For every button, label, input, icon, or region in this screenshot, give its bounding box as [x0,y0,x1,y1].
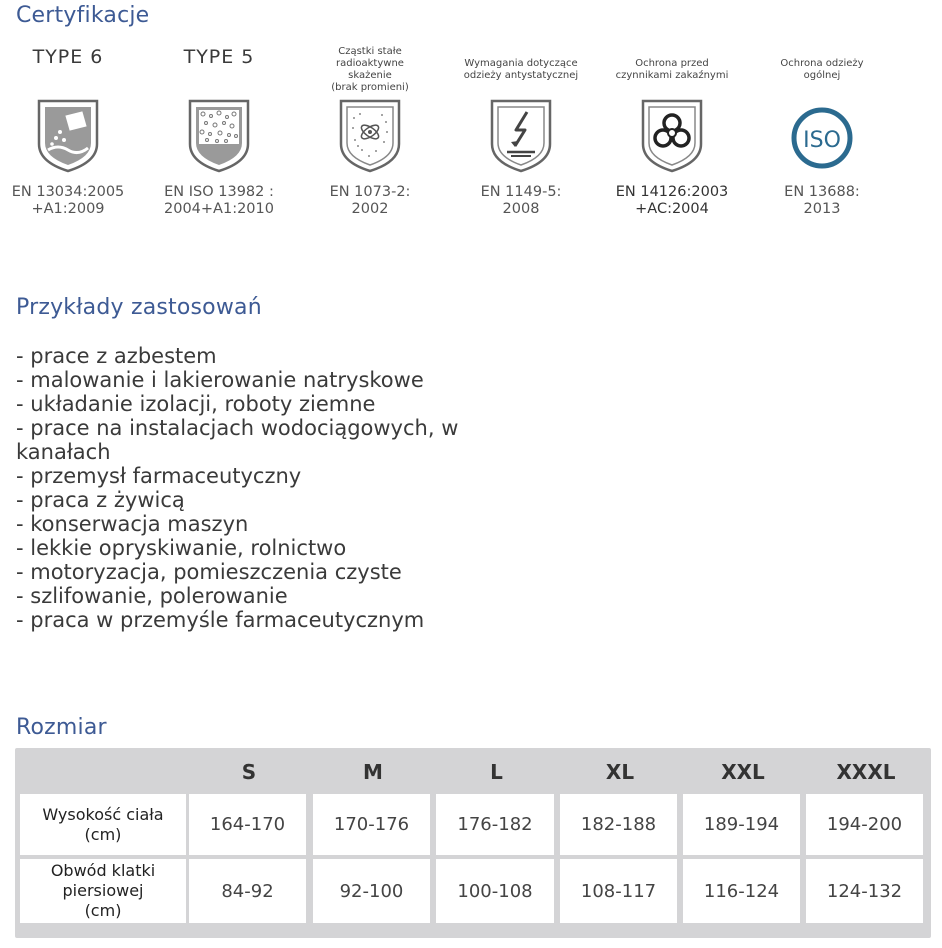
table-cell: 100-108 [436,859,554,923]
cert-radioactive [294,42,446,218]
cert-standard: EN 13688: 2013 [784,184,860,217]
cert-label: Ochrona odzieży ogólnej [780,58,864,81]
row-label: Wysokość ciała (cm) [20,794,186,855]
size-table [15,748,931,938]
cert-type5 [143,42,295,218]
cert-standard: EN ISO 13982 : 2004+A1:2010 [164,184,274,217]
antistatic-shield-icon [489,98,553,174]
biohazard-shield-icon [640,98,704,174]
table-cell: 170-176 [313,794,430,855]
cert-label: Wymagania dotyczące odzieży antystatycznej [463,58,579,81]
column-header: XL [605,760,635,784]
row-label: Obwód klatki piersiowej (cm) [20,859,186,923]
list-item: - praca z żywicą [16,488,185,512]
list-item: - praca w przemyśle farmaceutycznym [16,608,425,632]
cert-iso [746,42,898,218]
list-item: - motoryzacja, pomieszczenia czyste [16,560,402,584]
list-item: kanałach [16,440,111,464]
cert-standard: EN 1149-5: 2008 [480,184,562,217]
list-item: - konserwacja maszyn [16,512,249,536]
cert-label: Cząstki stałe radioaktywne skażenie (brak promieni) [331,46,409,93]
certifications-title: Certyfikacje [16,3,150,28]
list-item: - prace z azbestem [16,344,217,368]
applications-list [16,344,576,632]
size-title: Rozmiar [16,715,107,740]
table-cell: 189-194 [683,794,800,855]
list-item: - malowanie i lakierowanie natryskowe [16,368,424,392]
column-header: XXXL [836,760,896,784]
cert-type6 [0,42,144,218]
applications-title: Przykłady zastosowań [16,295,262,320]
table-cell: 108-117 [560,859,677,923]
table-cell: 194-200 [806,794,923,855]
cert-label: TYPE 6 [32,46,104,68]
table-cell: 176-182 [436,794,554,855]
table-cell: 116-124 [683,859,800,923]
cert-antistatic [445,42,597,218]
radioactive-particles-shield-icon [338,98,402,174]
cert-standard: EN 14126:2003 +AC:2004 [615,184,729,217]
cert-label: Ochrona przed czynnikami zakaźnymi [615,58,729,81]
table-cell: 92-100 [313,859,430,923]
cert-standard: EN 13034:2005 +A1:2009 [11,184,125,217]
cert-label: TYPE 5 [183,46,255,68]
column-header: L [490,760,503,784]
list-item: - prace na instalacjach wodociągowych, w [16,416,459,440]
liquid-spray-shield-icon [36,98,100,174]
table-cell: 164-170 [189,794,306,855]
table-cell: 84-92 [189,859,306,923]
list-item: - przemysł farmaceutyczny [16,464,302,488]
list-item: - szlifowanie, polerowanie [16,584,288,608]
column-header: M [363,760,383,784]
column-header: S [241,760,257,784]
particles-shield-icon [187,98,251,174]
table-cell: 124-132 [806,859,923,923]
iso-circle-icon [790,98,854,174]
cert-standard: EN 1073-2: 2002 [329,184,411,217]
list-item: - lekkie opryskiwanie, rolnictwo [16,536,347,560]
cert-biohazard [596,42,748,218]
column-header: XXL [721,760,765,784]
iso-icon-text: ISO [803,128,841,153]
table-cell: 182-188 [560,794,677,855]
list-item: - układanie izolacji, roboty ziemne [16,392,376,416]
